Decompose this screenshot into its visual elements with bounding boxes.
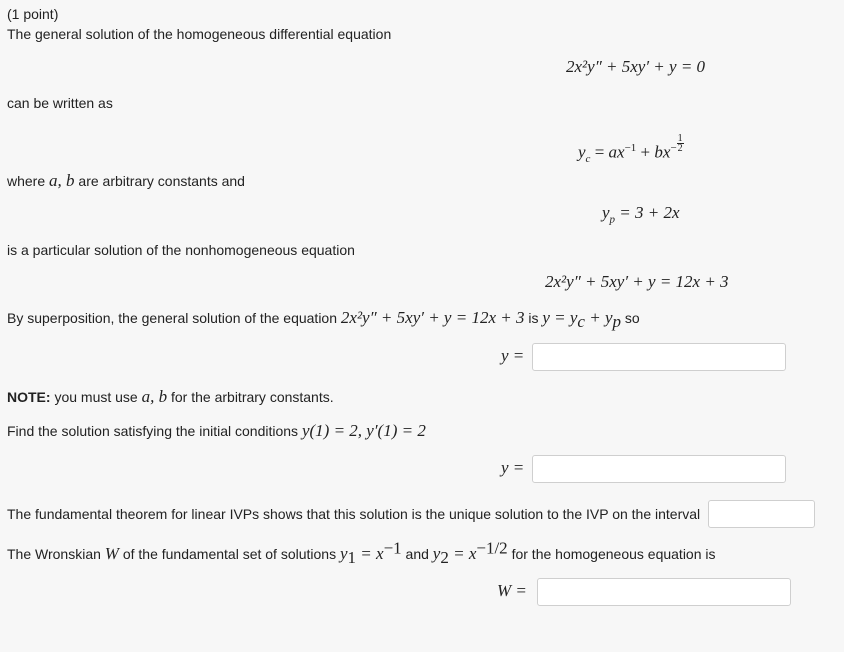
yc-exp2-den: 2	[677, 143, 683, 154]
wronskian-W: W	[104, 544, 119, 563]
can-be-written-text: can be written as	[7, 95, 113, 111]
yp-equation	[602, 203, 680, 226]
note-vars: a, b	[141, 387, 168, 406]
superposition-eq: 2x²y″ + 5xy′ + y = 12x + 3	[340, 308, 525, 327]
note-pre: you must use	[50, 389, 142, 405]
wronskian-post: for the homogeneous equation is	[507, 546, 716, 562]
yc-x1: x	[617, 142, 625, 162]
yp-rhs: = 3 + 2x	[615, 203, 680, 222]
yc-equation	[578, 133, 684, 166]
point-value: (1 point)	[7, 6, 59, 22]
ivp-solution-input[interactable]	[532, 455, 786, 483]
where-vars: a, b	[49, 171, 75, 190]
yc-exp2-sign: −	[670, 142, 677, 154]
superposition-pre: By superposition, the general solution of the equation	[7, 310, 341, 326]
general-solution-input[interactable]	[532, 343, 786, 371]
yp-lhs-sub: p	[609, 213, 616, 226]
yc-b: b	[654, 142, 663, 162]
yc-lhs: y	[578, 142, 586, 162]
intro-text: The general solution of the homogeneous differential equation	[7, 26, 392, 42]
note-bold: NOTE:	[7, 389, 51, 405]
wronskian-and: and	[401, 546, 433, 562]
wronskian-input[interactable]	[537, 578, 791, 606]
where-post: are arbitrary constants and	[74, 173, 245, 189]
interval-input[interactable]	[708, 500, 815, 528]
where-text	[7, 172, 245, 190]
answer2-label: y =	[501, 458, 525, 477]
yc-plus: +	[636, 142, 655, 162]
wronskian-pre: The Wronskian	[7, 546, 105, 562]
wronskian-y1-rhs: = x	[356, 544, 384, 563]
yp-lhs: y	[602, 203, 610, 222]
superposition-sub-p: p	[612, 311, 621, 331]
wronskian-y1-exp: −1	[383, 538, 402, 558]
wronskian-y2-sub: 2	[440, 547, 449, 567]
wronskian-mid: of the fundamental set of solutions	[118, 546, 340, 562]
superposition-sub-c: c	[577, 311, 585, 331]
superposition-text	[7, 308, 640, 331]
wronskian-y1-sub: 1	[347, 547, 357, 567]
homogeneous-equation: 2x²y″ + 5xy′ + y = 0	[566, 57, 706, 76]
particular-text: is a particular solution of the nonhomogeneous equation	[7, 242, 355, 258]
ivp-conditions: y(1) = 2, y′(1) = 2	[301, 421, 426, 440]
superposition-post: so	[621, 310, 640, 326]
note-text	[7, 388, 334, 406]
superposition-mid: is	[524, 310, 543, 326]
yc-exp1: −1	[624, 142, 637, 154]
answer1-label: y =	[501, 346, 525, 365]
note-post: for the arbitrary constants.	[167, 389, 334, 405]
wronskian-y1: y	[339, 544, 348, 563]
yc-a: a	[608, 142, 618, 162]
yc-exp2-fraction	[677, 134, 684, 153]
yc-x2: x	[662, 142, 671, 162]
wronskian-y2: y	[432, 544, 441, 563]
yc-exp2-num: 1	[677, 133, 683, 144]
superposition-plus: + y	[584, 308, 613, 327]
fundamental-theorem-text: The fundamental theorem for linear IVPs shows that this solution is the unique solution to the IVP on the interval	[7, 506, 701, 522]
answer4-label: W =	[497, 581, 527, 600]
yc-lhs-sub: c	[585, 153, 591, 166]
nonhomogeneous-equation: 2x²y″ + 5xy′ + y = 12x + 3	[545, 272, 729, 291]
ivp-text	[7, 422, 426, 440]
ivp-pre: Find the solution satisfying the initial conditions	[7, 423, 302, 439]
wronskian-y2-rhs: = x	[448, 544, 477, 563]
superposition-eq2: y = y	[542, 308, 578, 327]
wronskian-text	[7, 538, 716, 567]
wronskian-y2-exp: −1/2	[476, 538, 508, 558]
where-pre: where	[7, 173, 50, 189]
yc-rel: =	[590, 142, 609, 162]
